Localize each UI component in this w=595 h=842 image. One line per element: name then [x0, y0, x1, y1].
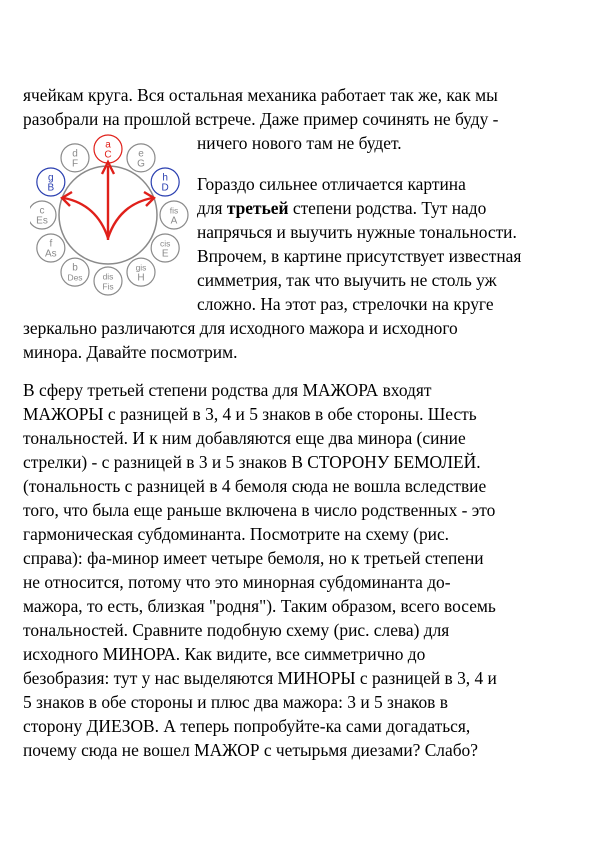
text-line: мажора, то есть, близкая "родня"). Таким образом, всего восемь	[23, 596, 496, 616]
text-line: не относится, потому что это минорная субдоминанта до-	[23, 572, 451, 592]
text-line: гармоническая субдоминанта. Посмотрите на схему (рис.	[23, 524, 450, 544]
minor-key-label: c	[39, 205, 45, 217]
circle-of-fifths-figure	[30, 128, 190, 298]
text-line: ничего нового там не будет.	[197, 133, 402, 153]
text-line: почему сюда не вошел МАЖОР с четырьмя диезами? Слабо?	[23, 740, 478, 760]
minor-key-label: a	[105, 139, 111, 151]
text-line: тональностей. Сравните подобную схему (рис. слева) для	[23, 620, 450, 640]
major-key-label: F	[71, 158, 79, 170]
minor-key-label: h	[162, 172, 168, 184]
major-key-label: D	[161, 182, 169, 194]
major-key-label: G	[137, 158, 145, 170]
text-line: тональностей. И к ним добавляются еще два минора (синие	[23, 428, 466, 448]
minor-key-label: f	[49, 238, 53, 250]
major-key-label: A	[170, 215, 178, 227]
major-key-label: E	[161, 248, 169, 260]
minor-key-label: fis	[169, 205, 179, 216]
text-line: В сферу третьей степени родства для МАЖОРА входят	[23, 380, 432, 400]
text-span: степени родства. Тут надо	[288, 198, 487, 218]
text-line: минора. Давайте посмотрим.	[23, 342, 238, 362]
text-line: 5 знаков в обе стороны и плюс два мажора: 3 и 5 знаков в	[23, 692, 448, 712]
text-line: сторону ДИЕЗОВ. А теперь попробуйте-ка сами догадаться,	[23, 716, 471, 736]
text-line: Впрочем, в картине присутствует известная	[197, 246, 522, 266]
minor-key-label: dis	[102, 271, 114, 282]
minor-key-label: cis	[159, 238, 171, 249]
minor-key-label: g	[48, 172, 54, 184]
circle-of-fifths-diagram	[30, 128, 190, 298]
minor-key-label: e	[138, 148, 144, 160]
text-line: МАЖОРЫ с разницей в 3, 4 и 5 знаков в обе стороны. Шесть	[23, 404, 477, 424]
major-key-label: As	[45, 248, 57, 260]
text-line: того, что была еще раньше включена в число родственных - это	[23, 500, 496, 520]
major-key-label: Des	[67, 272, 83, 283]
text-line: ячейкам круга. Вся остальная механика работает так же, как мы	[23, 85, 498, 105]
text-line	[197, 196, 486, 220]
major-key-label: B	[47, 182, 55, 194]
text-line: стрелки) - с разницей в 3 и 5 знаков В СТОРОНУ БЕМОЛЕЙ.	[23, 452, 481, 472]
major-key-label: H	[137, 272, 145, 284]
major-key-label: Fis	[102, 281, 114, 292]
arrow-to-b	[64, 198, 108, 238]
text-line: зеркально различаются для исходного мажора и исходного	[23, 318, 458, 338]
emphasis-third: третьей	[226, 198, 289, 218]
major-key-label: C	[104, 149, 112, 161]
minor-key-label: d	[72, 148, 78, 160]
text-line: безобразия: тут у нас выделяются МИНОРЫ с разницей в 3, 4 и	[23, 668, 497, 688]
text-line: напрячься и выучить нужные тональности.	[197, 222, 517, 242]
text-line: исходного МИНОРА. Как видите, все симметрично до	[23, 644, 426, 664]
minor-key-label: gis	[135, 262, 147, 273]
text-line: справа): фа-минор имеет четыре бемоля, но к третьей степени	[23, 548, 484, 568]
text-line: сложно. На этот раз, стрелочки на круге	[197, 294, 494, 314]
text-span: для	[197, 198, 227, 218]
text-line: симметрия, так что выучить не столь уж	[197, 270, 497, 290]
minor-key-label: b	[72, 262, 78, 274]
text-line: Гораздо сильнее отличается картина	[197, 174, 466, 194]
major-key-label: Es	[36, 215, 48, 227]
text-line: разобрали на прошлой встрече. Даже пример сочинять не буду -	[23, 109, 499, 129]
text-line: (тональность с разницей в 4 бемоля сюда не вошла вследствие	[23, 476, 487, 496]
arrow-to-d	[108, 198, 152, 238]
